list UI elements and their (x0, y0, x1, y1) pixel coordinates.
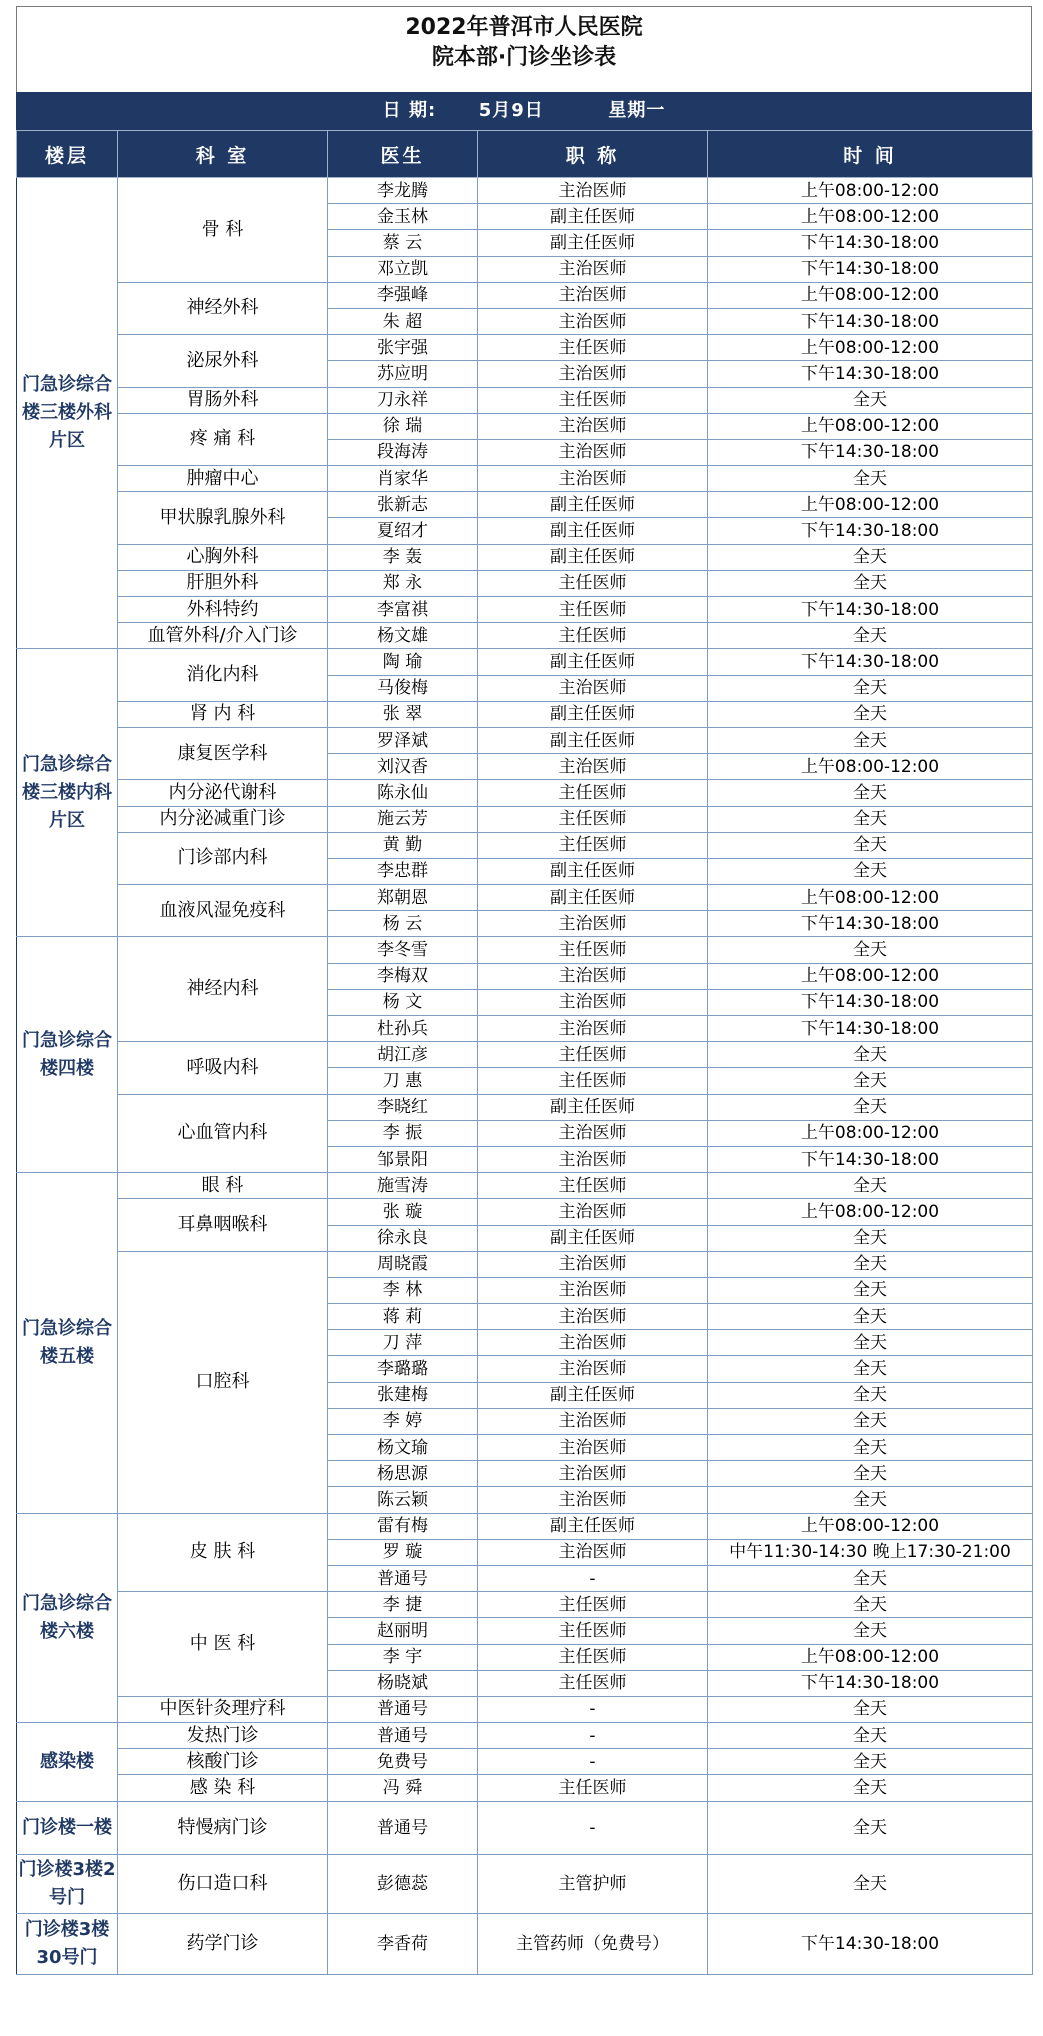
title-cell: 主任医师 (478, 780, 708, 806)
time-cell: 全天 (708, 1435, 1033, 1461)
dept-cell: 呼吸内科 (118, 1042, 328, 1094)
time-cell: 上午08:00-12:00 (708, 963, 1033, 989)
dept-cell: 神经内科 (118, 937, 328, 1042)
table-row (17, 387, 1033, 413)
doctor-cell: 李 宇 (328, 1644, 478, 1670)
floor-cell: 门急诊综合楼五楼 (17, 1173, 118, 1513)
title-cell: 主治医师 (478, 1277, 708, 1303)
time-cell: 全天 (708, 1042, 1033, 1068)
time-cell: 全天 (708, 1775, 1033, 1801)
title-cell: 主治医师 (478, 1539, 708, 1565)
table-row (17, 937, 1033, 963)
time-cell: 全天 (708, 832, 1033, 858)
schedule-table (16, 130, 1033, 1975)
date-label: 日 期: (382, 100, 437, 121)
time-cell: 全天 (708, 1618, 1033, 1644)
title-cell: - (478, 1696, 708, 1722)
dept-cell: 耳鼻咽喉科 (118, 1199, 328, 1251)
time-cell: 全天 (708, 570, 1033, 596)
table-row (17, 1775, 1033, 1801)
time-cell: 下午14:30-18:00 (708, 989, 1033, 1015)
doctor-cell: 蔡 云 (328, 230, 478, 256)
table-row (17, 178, 1033, 204)
table-body (17, 178, 1033, 1975)
header-title: 职 称 (478, 131, 708, 178)
time-cell: 全天 (708, 1356, 1033, 1382)
time-cell: 全天 (708, 1068, 1033, 1094)
time-cell: 全天 (708, 623, 1033, 649)
header-floor: 楼层 (17, 131, 118, 178)
doctor-cell: 刀 惠 (328, 1068, 478, 1094)
doctor-cell: 徐永良 (328, 1225, 478, 1251)
time-cell: 全天 (708, 544, 1033, 570)
doctor-cell: 李 捷 (328, 1592, 478, 1618)
dept-cell: 核酸门诊 (118, 1749, 328, 1775)
dept-cell: 伤口造口科 (118, 1854, 328, 1913)
doctor-cell: 刘汉香 (328, 754, 478, 780)
doctor-cell: 雷有梅 (328, 1513, 478, 1539)
title-cell: 主治医师 (478, 1304, 708, 1330)
dept-cell: 血液风湿免疫科 (118, 885, 328, 937)
doctor-cell: 李强峰 (328, 282, 478, 308)
header-dept: 科 室 (118, 131, 328, 178)
time-cell: 下午14:30-18:00 (708, 1913, 1033, 1974)
time-cell: 全天 (708, 1251, 1033, 1277)
title-cell: 主任医师 (478, 570, 708, 596)
table-row (17, 832, 1033, 858)
table-row (17, 1696, 1033, 1722)
title-cell: 主治医师 (478, 178, 708, 204)
title-cell: 主任医师 (478, 1644, 708, 1670)
time-cell: 全天 (708, 1408, 1033, 1434)
table-row (17, 282, 1033, 308)
table-row (17, 806, 1033, 832)
time-cell: 上午08:00-12:00 (708, 492, 1033, 518)
doctor-cell: 张 翠 (328, 701, 478, 727)
doctor-cell: 蒋 莉 (328, 1304, 478, 1330)
doctor-cell: 赵丽明 (328, 1618, 478, 1644)
time-cell: 全天 (708, 937, 1033, 963)
title-cell: 主治医师 (478, 361, 708, 387)
dept-cell: 皮 肤 科 (118, 1513, 328, 1592)
time-cell: 全天 (708, 1277, 1033, 1303)
title-cell: 主治医师 (478, 1016, 708, 1042)
title-cell: 主治医师 (478, 466, 708, 492)
doctor-cell: 李璐璐 (328, 1356, 478, 1382)
floor-cell: 门诊楼一楼 (17, 1801, 118, 1854)
title-cell: 主治医师 (478, 1330, 708, 1356)
dept-cell: 疼 痛 科 (118, 413, 328, 465)
title-cell: 主治医师 (478, 963, 708, 989)
doctor-cell: 段海涛 (328, 439, 478, 465)
header-time: 时 间 (708, 131, 1033, 178)
table-row (17, 1094, 1033, 1120)
date-value: 5月9日 (478, 100, 544, 121)
title-cell: 主治医师 (478, 282, 708, 308)
time-cell: 上午08:00-12:00 (708, 1199, 1033, 1225)
time-cell: 下午14:30-18:00 (708, 1146, 1033, 1172)
doctor-cell: 刀 萍 (328, 1330, 478, 1356)
table-row (17, 335, 1033, 361)
schedule-title: 院本部·门诊坐诊表 (431, 45, 617, 70)
title-cell: - (478, 1565, 708, 1591)
doctor-cell: 邓立凯 (328, 256, 478, 282)
floor-cell: 门急诊综合楼三楼外科片区 (17, 178, 118, 649)
title-cell: 主管药师（免费号） (478, 1913, 708, 1974)
doctor-cell: 陶 瑜 (328, 649, 478, 675)
dept-cell: 胃肠外科 (118, 387, 328, 413)
time-cell: 下午14:30-18:00 (708, 1670, 1033, 1696)
doctor-cell: 杨文瑜 (328, 1435, 478, 1461)
doctor-cell: 罗泽斌 (328, 727, 478, 753)
table-row (17, 597, 1033, 623)
title-cell: 副主任医师 (478, 858, 708, 884)
title-box (16, 6, 1032, 92)
dept-cell: 泌尿外科 (118, 335, 328, 387)
doctor-cell: 杨 云 (328, 911, 478, 937)
title-cell: 主治医师 (478, 1461, 708, 1487)
time-cell: 下午14:30-18:00 (708, 256, 1033, 282)
title-cell: 主治医师 (478, 1408, 708, 1434)
doctor-cell: 李冬雪 (328, 937, 478, 963)
table-row (17, 466, 1033, 492)
title-cell: 主治医师 (478, 989, 708, 1015)
title-cell: 副主任医师 (478, 885, 708, 911)
doctor-cell: 李 林 (328, 1277, 478, 1303)
time-cell: 上午08:00-12:00 (708, 204, 1033, 230)
time-cell: 全天 (708, 1696, 1033, 1722)
time-cell: 下午14:30-18:00 (708, 1016, 1033, 1042)
table-row (17, 1513, 1033, 1539)
title-cell: 主任医师 (478, 1670, 708, 1696)
dept-cell: 消化内科 (118, 649, 328, 701)
title-cell: 主治医师 (478, 754, 708, 780)
time-cell: 上午08:00-12:00 (708, 885, 1033, 911)
time-cell: 下午14:30-18:00 (708, 649, 1033, 675)
doctor-cell: 金玉林 (328, 204, 478, 230)
doctor-cell: 李忠群 (328, 858, 478, 884)
dept-cell: 内分泌代谢科 (118, 780, 328, 806)
time-cell: 全天 (708, 701, 1033, 727)
time-cell: 下午14:30-18:00 (708, 911, 1033, 937)
title-cell: 主治医师 (478, 911, 708, 937)
floor-cell: 门急诊综合楼四楼 (17, 937, 118, 1173)
doctor-cell: 陈云颖 (328, 1487, 478, 1513)
title-cell: 主治医师 (478, 1146, 708, 1172)
table-row (17, 1042, 1033, 1068)
dept-cell: 肝胆外科 (118, 570, 328, 596)
title-cell: 副主任医师 (478, 1382, 708, 1408)
dept-cell: 肿瘤中心 (118, 466, 328, 492)
title-cell: 主任医师 (478, 387, 708, 413)
title-cell: 副主任医师 (478, 1513, 708, 1539)
title-cell: 副主任医师 (478, 544, 708, 570)
time-cell: 全天 (708, 1723, 1033, 1749)
doctor-cell: 普通号 (328, 1801, 478, 1854)
doctor-cell: 普通号 (328, 1696, 478, 1722)
doctor-cell: 杜孙兵 (328, 1016, 478, 1042)
dept-cell: 眼 科 (118, 1173, 328, 1199)
doctor-cell: 杨思源 (328, 1461, 478, 1487)
time-cell: 中午11:30-14:30 晚上17:30-21:00 (708, 1539, 1033, 1565)
time-cell: 全天 (708, 1565, 1033, 1591)
title-cell: 副主任医师 (478, 701, 708, 727)
dept-cell: 外科特约 (118, 597, 328, 623)
time-cell: 上午08:00-12:00 (708, 1644, 1033, 1670)
title-cell: 副主任医师 (478, 230, 708, 256)
title-cell: 主治医师 (478, 256, 708, 282)
table-row (17, 1913, 1033, 1974)
doctor-cell: 朱 超 (328, 308, 478, 334)
title-cell: 副主任医师 (478, 1094, 708, 1120)
dept-cell: 药学门诊 (118, 1913, 328, 1974)
doctor-cell: 施雪涛 (328, 1173, 478, 1199)
title-cell: 主任医师 (478, 597, 708, 623)
dept-cell: 心胸外科 (118, 544, 328, 570)
time-cell: 全天 (708, 1487, 1033, 1513)
schedule-sheet (16, 6, 1032, 1975)
doctor-cell: 马俊梅 (328, 675, 478, 701)
title-cell: 主治医师 (478, 1356, 708, 1382)
time-cell: 上午08:00-12:00 (708, 413, 1033, 439)
doctor-cell: 邹景阳 (328, 1146, 478, 1172)
table-row (17, 780, 1033, 806)
title-cell: 主任医师 (478, 1775, 708, 1801)
doctor-cell: 李龙腾 (328, 178, 478, 204)
time-cell: 下午14:30-18:00 (708, 230, 1033, 256)
table-row (17, 1854, 1033, 1913)
time-cell: 全天 (708, 1749, 1033, 1775)
table-row (17, 1199, 1033, 1225)
table-row (17, 885, 1033, 911)
time-cell: 上午08:00-12:00 (708, 335, 1033, 361)
doctor-cell: 张建梅 (328, 1382, 478, 1408)
table-row (17, 1749, 1033, 1775)
doctor-cell: 李 振 (328, 1120, 478, 1146)
doctor-cell: 肖家华 (328, 466, 478, 492)
doctor-cell: 李 婷 (328, 1408, 478, 1434)
title-cell: 主任医师 (478, 937, 708, 963)
title-cell: 主任医师 (478, 1042, 708, 1068)
dept-cell: 甲状腺乳腺外科 (118, 492, 328, 544)
time-cell: 全天 (708, 1461, 1033, 1487)
title-cell: 主治医师 (478, 413, 708, 439)
time-cell: 全天 (708, 387, 1033, 413)
time-cell: 下午14:30-18:00 (708, 439, 1033, 465)
doctor-cell: 李晓红 (328, 1094, 478, 1120)
dept-cell: 血管外科/介入门诊 (118, 623, 328, 649)
doctor-cell: 陈永仙 (328, 780, 478, 806)
table-row (17, 1592, 1033, 1618)
dept-cell: 特慢病门诊 (118, 1801, 328, 1854)
dept-cell: 感 染 科 (118, 1775, 328, 1801)
time-cell: 全天 (708, 727, 1033, 753)
table-row (17, 1723, 1033, 1749)
time-cell: 上午08:00-12:00 (708, 282, 1033, 308)
time-cell: 全天 (708, 1225, 1033, 1251)
time-cell: 下午14:30-18:00 (708, 308, 1033, 334)
floor-cell: 门急诊综合楼六楼 (17, 1513, 118, 1723)
table-row (17, 1801, 1033, 1854)
dept-cell: 口腔科 (118, 1251, 328, 1513)
title-cell: - (478, 1723, 708, 1749)
title-cell: 主任医师 (478, 806, 708, 832)
dept-cell: 康复医学科 (118, 727, 328, 779)
time-cell: 上午08:00-12:00 (708, 754, 1033, 780)
title-cell: 副主任医师 (478, 1225, 708, 1251)
time-cell: 全天 (708, 1382, 1033, 1408)
doctor-cell: 普通号 (328, 1723, 478, 1749)
title-cell: 主治医师 (478, 439, 708, 465)
table-row (17, 649, 1033, 675)
table-row (17, 570, 1033, 596)
table-row (17, 1173, 1033, 1199)
title-cell: 副主任医师 (478, 204, 708, 230)
time-cell: 全天 (708, 466, 1033, 492)
title-cell: - (478, 1749, 708, 1775)
header-row (17, 131, 1033, 178)
floor-cell: 门诊楼3楼30号门 (17, 1913, 118, 1974)
doctor-cell: 徐 瑞 (328, 413, 478, 439)
doctor-cell: 刀永祥 (328, 387, 478, 413)
title-cell: 主治医师 (478, 1487, 708, 1513)
title-cell: 主任医师 (478, 1618, 708, 1644)
time-cell: 全天 (708, 1304, 1033, 1330)
time-cell: 上午08:00-12:00 (708, 1120, 1033, 1146)
time-cell: 全天 (708, 806, 1033, 832)
dept-cell: 肾 内 科 (118, 701, 328, 727)
doctor-cell: 郑朝恩 (328, 885, 478, 911)
weekday: 星期一 (608, 100, 666, 121)
table-row (17, 413, 1033, 439)
title-cell: 主任医师 (478, 1592, 708, 1618)
table-row (17, 544, 1033, 570)
time-cell: 全天 (708, 1854, 1033, 1913)
dept-cell: 中 医 科 (118, 1592, 328, 1697)
header-doctor: 医生 (328, 131, 478, 178)
doctor-cell: 张宇强 (328, 335, 478, 361)
doctor-cell: 李 轰 (328, 544, 478, 570)
table-row (17, 1251, 1033, 1277)
date-bar (16, 92, 1032, 130)
dept-cell: 骨 科 (118, 178, 328, 283)
title-cell: 主任医师 (478, 623, 708, 649)
time-cell: 下午14:30-18:00 (708, 361, 1033, 387)
title-cell: 主治医师 (478, 1199, 708, 1225)
doctor-cell: 周晓霞 (328, 1251, 478, 1277)
dept-cell: 内分泌减重门诊 (118, 806, 328, 832)
time-cell: 上午08:00-12:00 (708, 178, 1033, 204)
time-cell: 上午08:00-12:00 (708, 1513, 1033, 1539)
floor-cell: 门诊楼3楼2号门 (17, 1854, 118, 1913)
title-cell: 主治医师 (478, 1435, 708, 1461)
doctor-cell: 免费号 (328, 1749, 478, 1775)
title-cell: 主任医师 (478, 335, 708, 361)
doctor-cell: 李富祺 (328, 597, 478, 623)
doctor-cell: 李香荷 (328, 1913, 478, 1974)
time-cell: 全天 (708, 1173, 1033, 1199)
title-cell: 副主任医师 (478, 518, 708, 544)
doctor-cell: 夏绍才 (328, 518, 478, 544)
title-cell: 主治医师 (478, 675, 708, 701)
floor-cell: 门急诊综合楼三楼内科片区 (17, 649, 118, 937)
title-cell: 主治医师 (478, 1120, 708, 1146)
time-cell: 下午14:30-18:00 (708, 597, 1033, 623)
doctor-cell: 彭德蕊 (328, 1854, 478, 1913)
time-cell: 全天 (708, 1592, 1033, 1618)
doctor-cell: 胡江彦 (328, 1042, 478, 1068)
doctor-cell: 张新志 (328, 492, 478, 518)
table-row (17, 623, 1033, 649)
title-cell: 副主任医师 (478, 492, 708, 518)
time-cell: 全天 (708, 1094, 1033, 1120)
hospital-title: 2022年普洱市人民医院 (405, 15, 643, 40)
doctor-cell: 施云芳 (328, 806, 478, 832)
doctor-cell: 黄 勤 (328, 832, 478, 858)
doctor-cell: 李梅双 (328, 963, 478, 989)
dept-cell: 门诊部内科 (118, 832, 328, 884)
time-cell: 全天 (708, 675, 1033, 701)
time-cell: 全天 (708, 1801, 1033, 1854)
doctor-cell: 普通号 (328, 1565, 478, 1591)
doctor-cell: 罗 璇 (328, 1539, 478, 1565)
doctor-cell: 张 璇 (328, 1199, 478, 1225)
table-row (17, 701, 1033, 727)
table-row (17, 492, 1033, 518)
time-cell: 全天 (708, 1330, 1033, 1356)
title-cell: 副主任医师 (478, 727, 708, 753)
doctor-cell: 郑 永 (328, 570, 478, 596)
doctor-cell: 苏应明 (328, 361, 478, 387)
title-cell: 主任医师 (478, 1173, 708, 1199)
title-cell: 主任医师 (478, 832, 708, 858)
time-cell: 全天 (708, 780, 1033, 806)
title-cell: 主管护师 (478, 1854, 708, 1913)
title-cell: - (478, 1801, 708, 1854)
dept-cell: 心血管内科 (118, 1094, 328, 1173)
title-cell: 副主任医师 (478, 649, 708, 675)
table-row (17, 727, 1033, 753)
doctor-cell: 冯 舜 (328, 1775, 478, 1801)
title-cell: 主治医师 (478, 1251, 708, 1277)
title-cell: 主任医师 (478, 1068, 708, 1094)
floor-cell: 感染楼 (17, 1723, 118, 1802)
dept-cell: 发热门诊 (118, 1723, 328, 1749)
doctor-cell: 杨 文 (328, 989, 478, 1015)
doctor-cell: 杨文雄 (328, 623, 478, 649)
time-cell: 全天 (708, 858, 1033, 884)
title-cell: 主治医师 (478, 308, 708, 334)
dept-cell: 中医针灸理疗科 (118, 1696, 328, 1722)
dept-cell: 神经外科 (118, 282, 328, 334)
doctor-cell: 杨晓斌 (328, 1670, 478, 1696)
time-cell: 下午14:30-18:00 (708, 518, 1033, 544)
